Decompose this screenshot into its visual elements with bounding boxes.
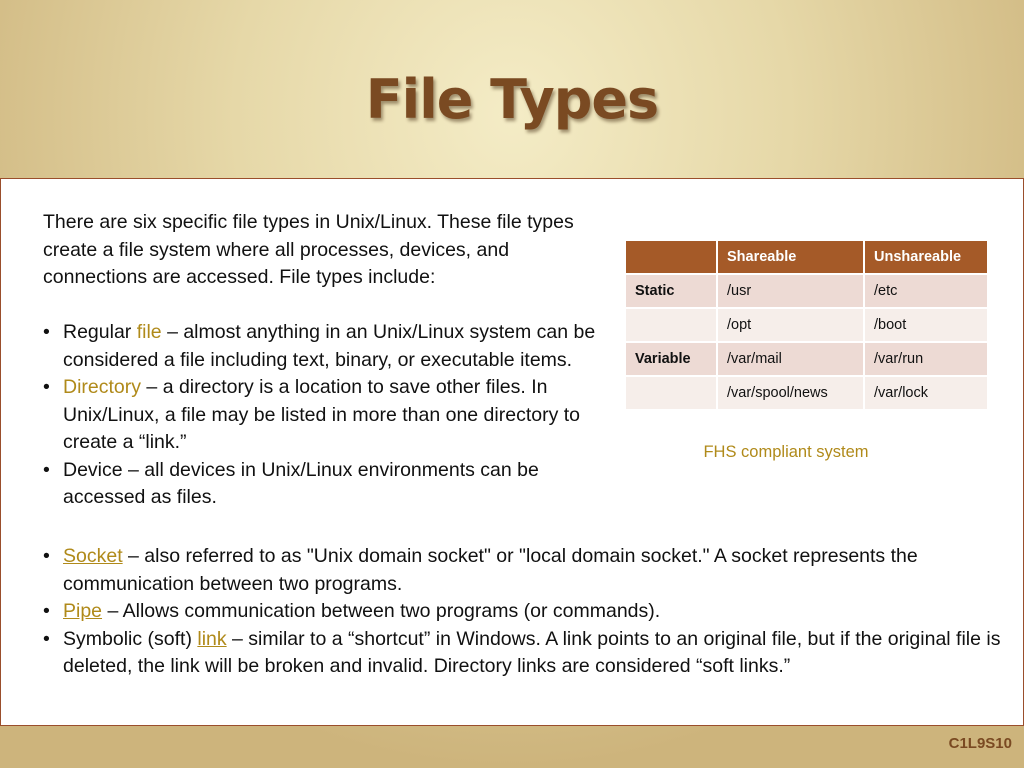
file-types-list-bottom xyxy=(43,543,1003,681)
slide-id-label: C1L9S10 xyxy=(948,735,1012,752)
bullet-icon: • xyxy=(43,376,50,398)
table-cell: /opt xyxy=(717,308,864,342)
table-cell: /boot xyxy=(864,308,988,342)
list-item-text: – Allows communication between two programs (or commands). xyxy=(102,600,661,622)
bullet-icon: • xyxy=(43,600,50,622)
list-item-pipe xyxy=(43,598,1003,626)
table-cell: /var/spool/news xyxy=(717,376,864,410)
table-header-cell xyxy=(625,240,717,274)
table-row-header: Variable xyxy=(625,342,717,376)
list-item-text: Symbolic (soft) xyxy=(63,627,198,650)
list-item-text: Regular xyxy=(63,321,137,343)
list-item-directory xyxy=(43,374,603,457)
table-row xyxy=(625,274,988,308)
list-item-text: – also referred to as "Unix domain socket" or "local domain socket." A socket represents the communication between two programs. xyxy=(63,545,918,595)
bullet-icon: • xyxy=(43,545,50,567)
list-item-text: – similar to a “shortcut” in Windows. A link points to an original file, but if the original file is deleted, the link will be broken and invalid. Directory links are considered “soft links.” xyxy=(63,627,1001,677)
table-row-header: Static xyxy=(625,274,717,308)
list-item-device xyxy=(43,457,603,512)
slide-title: File Types xyxy=(365,68,659,131)
list-item-symbolic-link xyxy=(43,626,1003,681)
fhs-table xyxy=(624,239,989,411)
table-row-header xyxy=(625,308,717,342)
bullet-icon: • xyxy=(43,627,50,650)
keyword-directory: Directory xyxy=(63,376,142,398)
table-row xyxy=(625,376,988,410)
table-cell: /var/run xyxy=(864,342,988,376)
list-item-text: – almost anything in an Unix/Linux system can be considered a file including text, binary, or executable items. xyxy=(63,321,596,371)
table-caption: FHS compliant system xyxy=(703,443,869,461)
list-item-text: Device – all devices in Unix/Linux environments can be accessed as files. xyxy=(63,458,539,508)
table-header-row xyxy=(625,240,988,274)
content-panel xyxy=(0,178,1024,726)
list-item-text: – a directory is a location to save other files. In Unix/Linux, a file may be listed in more than one directory to create a “link.” xyxy=(63,376,581,453)
table-header-cell: Shareable xyxy=(717,240,864,274)
table-row-header xyxy=(625,376,717,410)
link-link[interactable]: link xyxy=(197,627,227,650)
intro-paragraph: There are six specific file types in Unix/Linux. These file types create a file system where all processes, devices, and connections are accessed. File types include: xyxy=(43,211,574,288)
table-cell: /usr xyxy=(717,274,864,308)
table-row xyxy=(625,308,988,342)
link-pipe[interactable]: Pipe xyxy=(63,600,103,622)
keyword-file: file xyxy=(136,321,162,343)
bullet-icon: • xyxy=(43,458,50,481)
table-cell: /var/lock xyxy=(864,376,988,410)
table-header-cell: Unshareable xyxy=(864,240,988,274)
table-cell: /var/mail xyxy=(717,342,864,376)
table-cell: /etc xyxy=(864,274,988,308)
bullet-icon: • xyxy=(43,321,50,343)
file-types-list-top xyxy=(43,319,603,512)
link-socket[interactable]: Socket xyxy=(63,545,123,567)
list-item-socket xyxy=(43,543,1003,598)
table-row xyxy=(625,342,988,376)
list-item-regular-file xyxy=(43,319,603,374)
